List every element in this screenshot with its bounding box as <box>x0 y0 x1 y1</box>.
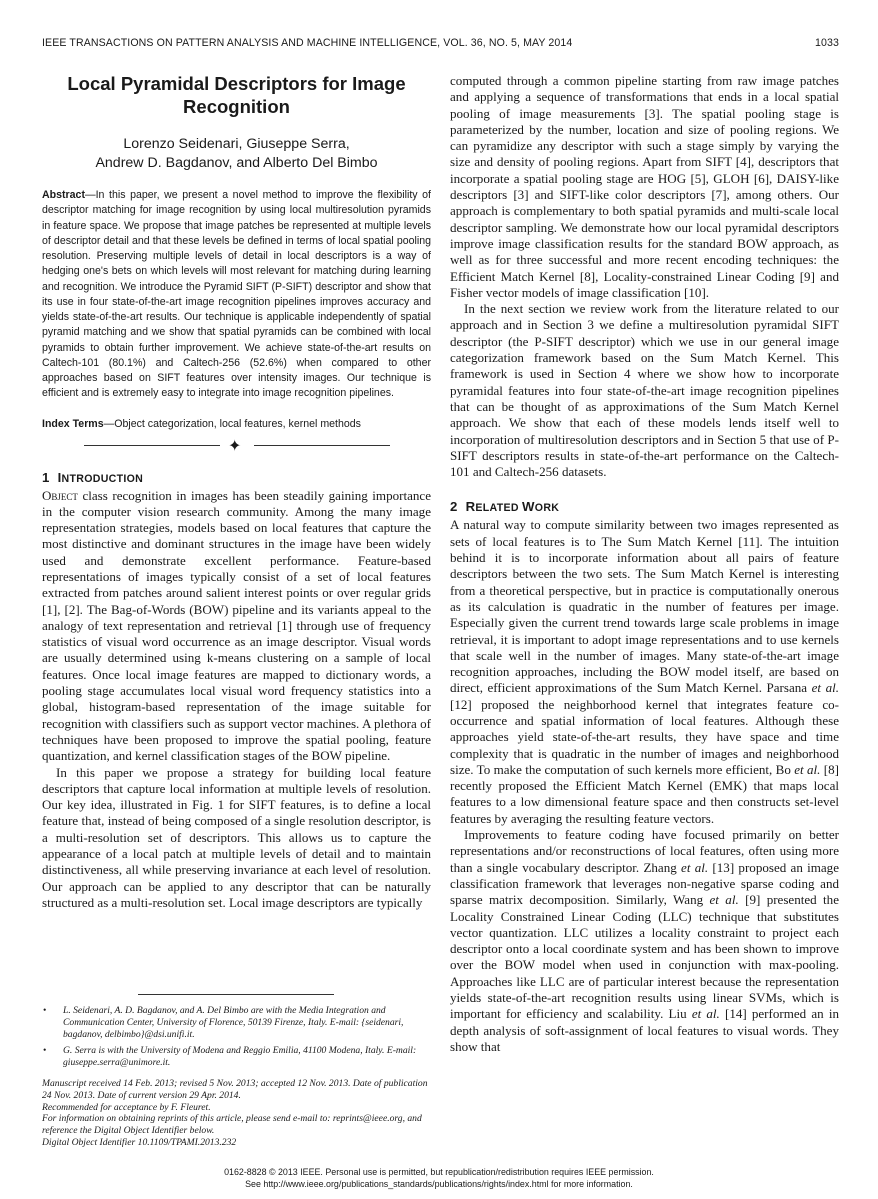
abstract-label: Abstract <box>42 189 85 201</box>
author-list <box>42 135 431 173</box>
intro-paragraph-1-text: class recognition in images has been steadily gaining importance in the computer vision research community. Among the many image representation strategies, models based on local features that capture the most distinctive and dominant structures in the image have been widely used and demonstrate excellent performance. Feature-based representations of images typically consist of a set of local features extracted from patches around salient interest points or over regular grids [1], [2]. The Bag-of-Words (BOW) pipeline and its variants appeal to the analogy of text representation and retrieval [1] through use of frequency statistics of visual word occurrence as an image descriptor. Visual words are usually determined using k-means clustering on a sample of local features. Once local image features are mapped to dictionary words, a pooling stage accumulates local visual word frequency statistics into a global, histogram-based representation of the image suitable for recognition with classifiers such as support vector machines. A plethora of techniques have been proposed to improve the spatial pooling, feature quantization, and kernel classification stages of the BOW pipeline. <box>42 487 431 764</box>
heading-rest: NTRODUCTION <box>61 472 144 485</box>
doi: Digital Object Identifier 10.1109/TPAMI.2013.232 <box>42 1136 237 1148</box>
right-column <box>450 73 839 1055</box>
intro-continued <box>450 73 839 480</box>
abstract-text: —In this paper, we present a novel method to improve the flexibility of descriptor matching for image recognition by using local multiresolution pyramids in feature space. We propose that image patches be represented at multiple levels of descriptor detail and that these levels be defined in terms of local spatial pooling resolution. Preserving multiple levels of detail in local descriptors is a way of hedging one's bets on which levels will most relevant for matching during learning and recognition. We introduce the Pyramid SIFT (P-SIFT) descriptor and show that its use in four state-of-the-art image recognition pipelines improves accuracy and yields state-of-the-art results. Our technique is applicable independently of spatial pyramid matching and we show that spatial pyramids can be combined with local pyramids to obtain further improvement. We achieve state-of-the-art results on Caltech-101 (80.1%) and Caltech-256 (52.6%) when compared to other approaches based on SIFT features over intensity images. Our technique is efficient and is extremely easy to integrate into image recognition pipelines. <box>42 189 431 400</box>
text-run: [14] performed an in depth analysis of soft-assignment of local features to visual words. They show that <box>450 1006 839 1054</box>
divider-line-right <box>254 445 390 446</box>
section-number: 2 <box>450 499 458 515</box>
footnote-text: G. Serra is with the University of Modena and Reggio Emilia, 41100 Modena, Italy. E-mail: giuseppe.serra@unimore.it. <box>63 1045 417 1069</box>
section-number: 1 <box>42 469 50 485</box>
footnote-affiliation-2 <box>42 1045 431 1069</box>
footnote-block <box>42 1005 431 1149</box>
recommendation: Recommended for acceptance by F. Fleuret. <box>42 1101 211 1113</box>
running-header <box>42 37 839 49</box>
heading-initial: R <box>465 499 476 515</box>
footnote-rule <box>138 994 334 995</box>
copyright-line-2: See http://www.ieee.org/publications_standards/publications/rights/index.html for more information. <box>245 1178 633 1189</box>
bullet-icon: • <box>43 1005 47 1016</box>
bullet-icon: • <box>43 1045 47 1057</box>
et-al: et al. <box>709 892 739 908</box>
text-run: A natural way to compute similarity between two images represented as sets of local features is to The Sum Match Kernel [11]. The intuition behind it is to incorporate information about all pairs of feature descriptors between the two sets. The Sum Match Kernel is interesting from a theoretical perspective, but in practice is computationally onerous as its calculation is quadratic in the number of features per image. Especially given the current trend towards large scale problems in image retrieval, it is important to adopt image representations and to use kernels that scale well in the number of images. Many state-of-the-art image recognition approaches, including the BOW model itself, are based on direct, efficient approximations of the Sum Match Kernel. Parsana <box>450 517 839 696</box>
index-terms-text: —Object categorization, local features, kernel methods <box>103 417 361 430</box>
text-run: [12] proposed the neighborhood kernel that integrates feature co-occurrence and spatial information of local features. Although these approaches yield state-of-the-art results, they have space and time complexity that is quadratic in the number of images and neighborhood size. To make the computation of such kernels more efficient, Bo <box>450 696 839 777</box>
reprints-info: For information on obtaining reprints of this article, please send e-mail to: reprints@ieee.org, and reference the Digital Object Identifier below. <box>42 1113 422 1137</box>
abstract <box>42 188 431 402</box>
right-paragraph-2: In the next section we review work from the literature related to our approach and in Section 3 we define a multiresolution pyramidal SIFT descriptor (the P-SIFT descriptor) which we use in our general image categorization framework based on the Sum Match Kernel. This framework is used in Section 4 where we show how to incorporate pyramidal features into four state-of-the-art image recognition pipelines that can be thought of as approximations of the Sum Match Kernel approach. We show that each of these models lends itself well to incorporation of multiresolution descriptors and in Section 5 that use of P-SIFT descriptors results in state-of-the-art performance on the Caltech-101 and Caltech-256 datasets. <box>450 301 839 480</box>
heading-initial: W <box>522 499 535 515</box>
copyright-line-1: 0162-8828 © 2013 IEEE. Personal use is permitted, but republication/redistribution requires IEEE permission. <box>224 1167 654 1177</box>
et-al: et al. <box>794 761 821 777</box>
text-run: [9] presented the Locality Constrained Linear Coding (LLC) technique that substitutes vector quantization. LLC utilizes a locality constraint to project each descriptor onto a local coordinate system and has been shown to improve over the BOW model when used in conjunction with max-pooling. Approaches like LLC are of particular interest because the representation yields state-of-the-art recognition results using linear SVMs, which is important for efficiency and scalability. Liu <box>450 892 839 1022</box>
divider-line-left <box>84 445 220 446</box>
paper-title: Local Pyramidal Descriptors for Image Recognition <box>67 73 406 117</box>
journal-name: IEEE TRANSACTIONS ON PATTERN ANALYSIS AND MACHINE INTELLIGENCE, VOL. 36, NO. 5, MAY 2014 <box>42 37 573 49</box>
left-column <box>42 72 431 911</box>
divider-diamond-icon: ✦ <box>228 437 242 455</box>
intro-paragraph-1 <box>42 488 431 765</box>
section-heading-introduction <box>42 470 431 485</box>
page-number: 1033 <box>815 37 839 49</box>
et-al: et al. <box>811 680 839 696</box>
heading-rest: ELATED <box>475 502 523 515</box>
intro-paragraph-2: In this paper we propose a strategy for building local feature descriptors that capture local information at multiple levels of resolution. Our key idea, illustrated in Fig. 1 for SIFT features, is to define a local feature that, instead of being composed of a single resolution descriptor, is a multi-resolution set of descriptors. This allows us to capture the appearance of a local patch at multiple levels of detail and to maintain distinctiveness, all while preserving invariance at each level of resolution. Our approach can be applied to any descriptor that can be naturally structured as a multi-resolution set. Local image descriptors are typically <box>42 764 431 910</box>
text-run: [8] recently proposed the Efficient Match Kernel (EMK) that maps local features to a low dimensional feature space and then constructs set-level features by averaging the resulting feature vectors. <box>450 761 839 826</box>
related-work-body <box>450 517 839 1055</box>
introduction-body <box>42 488 431 912</box>
intro-lead-word: Object <box>42 487 78 503</box>
section-heading-related-work <box>450 499 839 514</box>
footnote-text: L. Seidenari, A. D. Bagdanov, and A. Del Bimbo are with the Media Integration and Communication Center, University of Florence, 50139 Firenze, Italy. E-mail: {seidenari, bagdanov, delbimbo}@dsi.unifi.it. <box>63 1005 404 1040</box>
text-run: [13] proposed an image classification framework that leverages non-negative sparse coding and sparse matrix decomposition. Similarly, Wang <box>450 859 839 908</box>
et-al: et al. <box>691 1006 720 1022</box>
et-al: et al. <box>681 859 709 875</box>
heading-rest: ORK <box>534 502 560 515</box>
heading-initial: I <box>57 469 62 485</box>
copyright-notice <box>0 1167 878 1190</box>
section-divider <box>42 437 431 453</box>
index-terms-label: Index Terms <box>42 417 104 430</box>
related-paragraph-2 <box>450 827 839 1055</box>
right-paragraph-1: computed through a common pipeline starting from raw image patches and applying a sequence of transformations that ends in a local spatial pooling of image measurements [3]. The spatial pooling stage is parameterized by the number, location and size of pooling regions. We can pyramidize any descriptor with such a stage simply by varying the size and density of pooling regions. Apart from SIFT [4], descriptors that incorporate a spatial pooling stage are HOG [5], GLOH [6], DAISY-like descriptors [3] and SIFT-like color descriptors [7], among others. Our approach is complementary to both spatial pyramids and multi-scale local descriptor sampling. We demonstrate how our local pyramidal descriptors improve image classification results for the standard BOW approach, as well as for three successful and more recent encoding techniques: the Efficient Match Kernel [8], Locality-constrained Linear Coding [9] and Fisher vector models of image classification [10]. <box>450 73 839 300</box>
footnote-affiliation-1 <box>42 1005 431 1040</box>
authors-line-1: Lorenzo Seidenari, Giuseppe Serra, <box>123 136 350 152</box>
index-terms <box>42 417 431 432</box>
footnotes <box>42 994 431 1149</box>
manuscript-dates: Manuscript received 14 Feb. 2013; revised 5 Nov. 2013; accepted 12 Nov. 2013. Date of publication 24 Nov. 2013. Date of current version 29 Apr. 2014. <box>42 1077 428 1101</box>
authors-line-2: Andrew D. Bagdanov, and Alberto Del Bimbo <box>95 155 378 171</box>
related-paragraph-1 <box>450 517 839 827</box>
text-run: Improvements to feature coding have focused primarily on better representations and/or reconstructions of local features, often using more than a single vocabulary descriptor. Zhang <box>450 827 839 875</box>
